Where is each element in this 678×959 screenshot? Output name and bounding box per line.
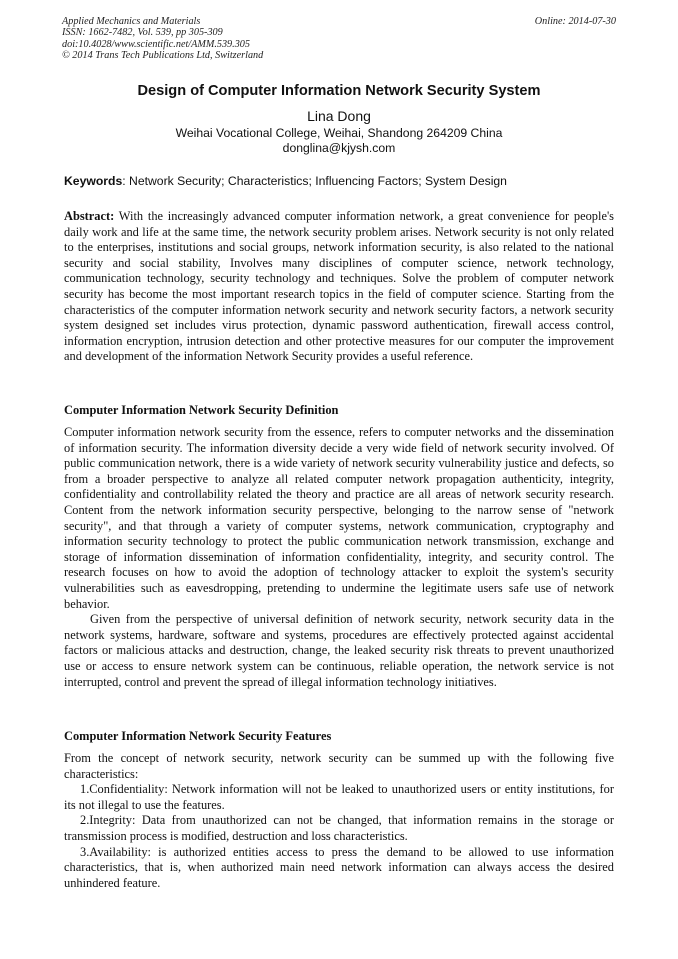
author-affiliation: Weihai Vocational College, Weihai, Shandong 264209 China [175, 126, 503, 140]
author-name: Lina Dong [307, 108, 371, 124]
section-definition-body [64, 425, 614, 690]
copyright-line: © 2014 Trans Tech Publications Ltd, Switzerland [62, 50, 264, 62]
list-item: 2.Integrity: Data from unauthorized can not be changed, that information remains in the storage or transmission process is modified, destruction and loss characteristics. [64, 813, 614, 843]
section-heading-features: Computer Information Network Security Features [64, 729, 332, 743]
section-heading-definition: Computer Information Network Security Definition [64, 403, 339, 417]
paragraph: Computer information network security from the essence, refers to computer networks and the dissemination of information security. The information diversity decide a very wide field of network security involved. Of public communication network, there is a wide variety of network security vulnerability justice and defects, so from a broader perspective to analyze all related computer network propagation authenticity, integrity, confidentiality and controllability related the theory and practice are all areas of network security research. Content from the network information security perspective, belonging to the narrow sense of "network security", and that through a variety of computer systems, network communication, cryptography and information security technology to protect the public communication network transmission, exchange and storage of information dissemination of information confidentiality, integrity, and security control. The research focuses on how to avoid the adoption of technology attacker to exploit the system's security vulnerabilities such as eavesdropping, pretending to undermine the legitimate users safe use of network behavior. [64, 425, 614, 611]
paragraph: From the concept of network security, network security can be summed up with the following five characteristics: [64, 751, 614, 781]
keywords-label: Keywords [64, 174, 123, 188]
journal-name: Applied Mechanics and Materials [62, 16, 201, 27]
list-item: 3.Availability: is authorized entities access to press the demand to be allowed to use information characteristics, that is, when authorized main need network information can always access the desired unhindered feature. [64, 844, 614, 890]
keywords-text: : Network Security; Characteristics; Influencing Factors; System Design [122, 174, 507, 188]
author-email: donglina@kjysh.com [282, 141, 396, 155]
abstract-text: With the increasingly advanced computer information network, a great convenience for people's daily work and life at the same time, the network security problem arises. Network security is not only related to the enterprises, institutions and social groups, network information security, is also related to the national security and social stability, Involves many disciplines of computer science, network technology, communication technology, security technology and techniques. Solve the problem of computer network security has become the most important research topics in the field of computer science. Starting from the characteristics of the computer information network security and network security factors, a network security system designed set includes virus protection, dynamic password authentication, firewall access control, information encryption, intrusion detection and other protective measures for our computer the improvement and development of the information Network Security provides a useful reference. [64, 209, 614, 364]
online-date: Online: 2014-07-30 [534, 16, 616, 27]
title-block [0, 82, 678, 156]
issn-line: ISSN: 1662-7482, Vol. 539, pp 305-309 [62, 27, 223, 39]
paragraph: Given from the perspective of universal definition of network security, network security data in the network systems, hardware, software and systems, procedures are effectively protected against accidental factors or malicious attacks and destruction, change, the leaked security risk threats to prevent unauthorized use or access to ensure network system can be continuous, reliable operation, the network service is not interrupted, control and prevent the spread of illegal information technology initiatives. [64, 612, 614, 689]
keywords [64, 174, 614, 189]
abstract [64, 209, 614, 365]
section-features-body [64, 751, 614, 891]
list-item: 1.Confidentiality: Network information will not be leaked to unauthorized users or entity institutions, for its not illegal to use the features. [64, 782, 614, 812]
doi-line: doi:10.4028/www.scientific.net/AMM.539.305 [62, 38, 250, 50]
publication-header [62, 16, 616, 62]
abstract-label: Abstract: [64, 209, 115, 223]
paper-title: Design of Computer Information Network Security System [137, 83, 541, 99]
